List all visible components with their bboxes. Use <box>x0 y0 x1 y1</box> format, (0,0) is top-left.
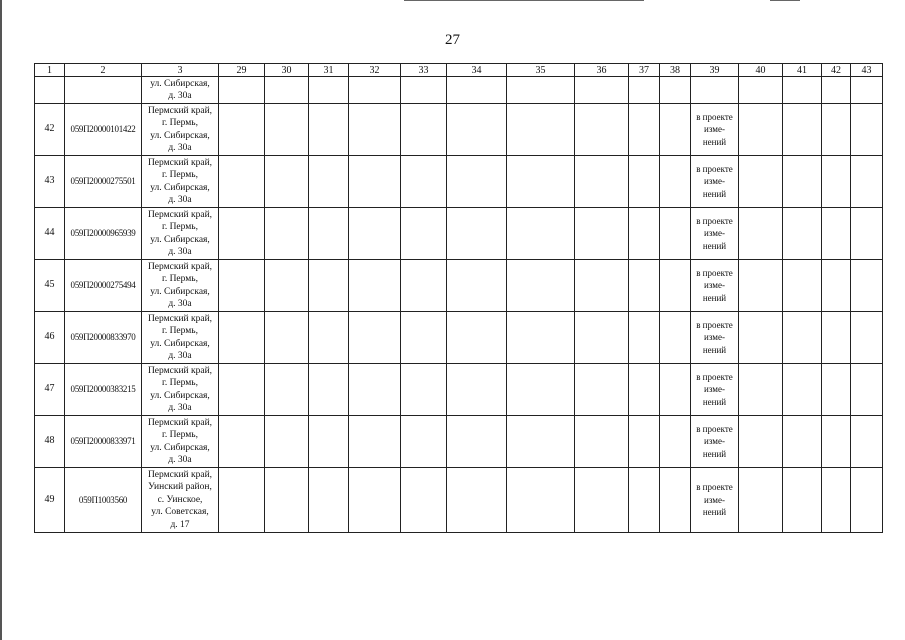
status-line: нений <box>702 507 727 518</box>
column-header: 34 <box>447 64 507 77</box>
continuation-row <box>35 77 883 104</box>
cell-empty <box>265 260 309 312</box>
status-line: нений <box>702 188 727 199</box>
status-line: нений <box>702 344 727 355</box>
address-line: д. 30а <box>168 455 192 465</box>
cell-empty <box>660 156 691 208</box>
cell-empty <box>822 468 851 533</box>
column-header: 2 <box>65 64 142 77</box>
cell-empty <box>447 104 507 156</box>
address-line: д. 30а <box>168 403 192 413</box>
table-row <box>35 312 883 364</box>
object-code-cell: 059П20000275501 <box>65 156 142 208</box>
cell-empty <box>309 77 349 104</box>
status-line: изме- <box>704 494 725 505</box>
status-line: в проекте <box>696 423 733 434</box>
cell-empty <box>783 416 822 468</box>
cell-empty <box>822 364 851 416</box>
address-line: Пермский край, <box>147 365 213 376</box>
cell-empty <box>851 260 883 312</box>
cell-empty <box>507 260 575 312</box>
cell-empty <box>739 156 783 208</box>
column-header: 40 <box>739 64 783 77</box>
cell-empty <box>783 208 822 260</box>
table-row <box>35 260 883 312</box>
address-line: Пермский край, <box>147 261 213 272</box>
cell-empty <box>401 312 447 364</box>
cell-empty <box>447 468 507 533</box>
row-number-cell: 43 <box>35 156 65 208</box>
object-code-cell: 059П20000383215 <box>65 364 142 416</box>
address-line: ул. Сибирская, <box>150 78 210 89</box>
cell-empty <box>575 416 629 468</box>
cell-empty <box>660 312 691 364</box>
cell-empty <box>660 416 691 468</box>
address-line: ул. Сибирская, <box>150 234 210 245</box>
row-number-cell: 42 <box>35 104 65 156</box>
cell-empty <box>822 208 851 260</box>
cell-empty <box>447 156 507 208</box>
row-number-cell: 46 <box>35 312 65 364</box>
address-line: ул. Сибирская, <box>150 182 210 193</box>
status-line: изме- <box>704 384 725 395</box>
cell-empty <box>575 104 629 156</box>
cell-empty <box>265 77 309 104</box>
object-code-cell: 059П20000833971 <box>65 416 142 468</box>
cell-empty <box>219 104 265 156</box>
address-cell <box>142 208 219 260</box>
cell-empty <box>822 104 851 156</box>
address-line: Пермский край, <box>147 469 213 480</box>
cell-empty <box>822 77 851 104</box>
column-header: 30 <box>265 64 309 77</box>
status-line: изме- <box>704 280 725 291</box>
row-number-cell: 45 <box>35 260 65 312</box>
cell-empty <box>629 77 660 104</box>
cell-empty <box>851 156 883 208</box>
cell-empty <box>629 364 660 416</box>
cell-empty <box>219 364 265 416</box>
address-cell <box>142 260 219 312</box>
address-cell <box>142 156 219 208</box>
cell-empty <box>629 416 660 468</box>
address-line: д. 30а <box>168 143 192 153</box>
cell-empty <box>739 468 783 533</box>
cell-empty <box>349 156 401 208</box>
status-line: в проекте <box>696 163 733 174</box>
top-edge-mark <box>404 0 644 1</box>
cell-empty <box>739 77 783 104</box>
cell-empty <box>575 208 629 260</box>
address-line: д. 30а <box>168 247 192 257</box>
cell-empty <box>629 104 660 156</box>
cell-empty <box>219 468 265 533</box>
address-line: ул. Сибирская, <box>150 390 210 401</box>
cell-empty <box>851 416 883 468</box>
address-cell <box>142 416 219 468</box>
address-line: г. Пермь, <box>162 170 198 180</box>
top-edge-mark-small <box>770 0 800 1</box>
status-cell <box>691 468 739 533</box>
address-line: г. Пермь, <box>162 430 198 440</box>
cell-empty <box>265 156 309 208</box>
object-code-cell: 059П20000833970 <box>65 312 142 364</box>
cell-empty <box>401 416 447 468</box>
status-cell <box>691 104 739 156</box>
address-line: ул. Сибирская, <box>150 286 210 297</box>
cell-empty <box>219 208 265 260</box>
cell-empty <box>401 364 447 416</box>
cell-empty <box>219 77 265 104</box>
cell-empty <box>783 77 822 104</box>
column-header: 42 <box>822 64 851 77</box>
address-line: д. 30а <box>168 351 192 361</box>
cell-empty <box>265 208 309 260</box>
cell-empty <box>575 364 629 416</box>
column-header: 35 <box>507 64 575 77</box>
cell-empty <box>851 208 883 260</box>
cell-empty <box>447 260 507 312</box>
page-left-edge <box>0 0 2 640</box>
cell-empty <box>349 104 401 156</box>
address-line: Пермский край, <box>147 313 213 324</box>
object-code-cell: 059П20000275494 <box>65 260 142 312</box>
address-line: д. 17 <box>170 519 190 530</box>
column-header: 38 <box>660 64 691 77</box>
cell-empty <box>401 260 447 312</box>
cell-empty <box>349 364 401 416</box>
status-line: в проекте <box>696 482 733 493</box>
cell-empty <box>660 260 691 312</box>
status-line: нений <box>702 240 727 251</box>
cell-empty <box>691 77 739 104</box>
address-line: г. Пермь, <box>162 118 198 128</box>
status-cell <box>691 312 739 364</box>
table-row <box>35 416 883 468</box>
address-line: г. Пермь, <box>162 378 198 388</box>
cell-empty <box>309 312 349 364</box>
cell-empty <box>309 364 349 416</box>
column-header: 33 <box>401 64 447 77</box>
address-line: Пермский край, <box>147 417 213 428</box>
cell-empty <box>629 156 660 208</box>
cell-empty <box>507 208 575 260</box>
status-line: изме- <box>704 124 725 135</box>
cell-empty <box>851 312 883 364</box>
table-body <box>35 77 883 533</box>
cell-empty <box>349 77 401 104</box>
cell-empty <box>309 468 349 533</box>
table-row <box>35 364 883 416</box>
address-line: г. Пермь, <box>162 326 198 336</box>
status-line: в проекте <box>696 215 733 226</box>
cell-empty <box>783 468 822 533</box>
cell-empty <box>401 208 447 260</box>
address-line: Пермский край, <box>147 105 213 116</box>
address-line: д. 30а <box>168 91 192 101</box>
table-row <box>35 104 883 156</box>
cell-empty <box>660 364 691 416</box>
cell-empty <box>739 208 783 260</box>
cell-empty <box>265 468 309 533</box>
cell-empty <box>447 77 507 104</box>
cell-empty <box>349 468 401 533</box>
table-row <box>35 156 883 208</box>
address-line: г. Пермь, <box>162 274 198 284</box>
cell-empty <box>629 208 660 260</box>
cell-empty <box>447 416 507 468</box>
cell-empty <box>822 156 851 208</box>
address-line: д. 30а <box>168 299 192 309</box>
cell-empty <box>401 104 447 156</box>
status-line: нений <box>702 292 727 303</box>
cell-empty <box>851 77 883 104</box>
status-cell <box>691 364 739 416</box>
cell-empty <box>265 416 309 468</box>
address-line: Уинский район, <box>148 482 212 493</box>
cell-empty <box>65 77 142 104</box>
address-cell <box>142 364 219 416</box>
cell-empty <box>447 364 507 416</box>
cell-empty <box>349 312 401 364</box>
address-line: Пермский край, <box>147 209 213 220</box>
status-line: в проекте <box>696 371 733 382</box>
status-line: изме- <box>704 332 725 343</box>
column-header: 32 <box>349 64 401 77</box>
column-header: 43 <box>851 64 883 77</box>
column-header: 3 <box>142 64 219 77</box>
status-line: изме- <box>704 436 725 447</box>
cell-empty <box>507 416 575 468</box>
address-line: ул. Советская, <box>151 507 209 518</box>
cell-empty <box>401 156 447 208</box>
row-number-cell: 47 <box>35 364 65 416</box>
cell-empty <box>447 208 507 260</box>
cell-empty <box>783 312 822 364</box>
status-line: изме- <box>704 228 725 239</box>
cell-empty <box>309 156 349 208</box>
cell-empty <box>822 260 851 312</box>
cell-empty <box>265 364 309 416</box>
cell-empty <box>507 364 575 416</box>
table-row <box>35 208 883 260</box>
cell-empty <box>629 312 660 364</box>
cell-empty <box>265 312 309 364</box>
cell-empty <box>507 104 575 156</box>
address-line: ул. Сибирская, <box>150 442 210 453</box>
cell-empty <box>507 77 575 104</box>
cell-empty <box>739 104 783 156</box>
cell-empty <box>219 156 265 208</box>
column-header: 1 <box>35 64 65 77</box>
cell-empty <box>851 104 883 156</box>
column-header: 41 <box>783 64 822 77</box>
cell-empty <box>309 104 349 156</box>
cell-empty <box>309 416 349 468</box>
column-header: 37 <box>629 64 660 77</box>
address-line: ул. Сибирская, <box>150 130 210 141</box>
cell-empty <box>783 104 822 156</box>
cell-empty <box>660 77 691 104</box>
cell-empty <box>739 416 783 468</box>
cell-empty <box>309 208 349 260</box>
object-code-cell: 059П20000101422 <box>65 104 142 156</box>
cell-empty <box>349 416 401 468</box>
column-header: 31 <box>309 64 349 77</box>
cell-empty <box>660 208 691 260</box>
cell-empty <box>783 364 822 416</box>
address-line: г. Пермь, <box>162 222 198 232</box>
object-code-cell: 059П20000965939 <box>65 208 142 260</box>
status-line: в проекте <box>696 267 733 278</box>
cell-empty <box>219 312 265 364</box>
cell-empty <box>401 468 447 533</box>
column-header: 39 <box>691 64 739 77</box>
status-line: изме- <box>704 176 725 187</box>
cell-empty <box>851 468 883 533</box>
cell-empty <box>575 312 629 364</box>
row-number-cell: 48 <box>35 416 65 468</box>
status-cell <box>691 416 739 468</box>
row-number-cell: 49 <box>35 468 65 533</box>
address-cell <box>142 104 219 156</box>
cell-empty <box>35 77 65 104</box>
page-number: 27 <box>445 32 460 48</box>
status-cell <box>691 208 739 260</box>
cell-empty <box>739 260 783 312</box>
cell-empty <box>783 260 822 312</box>
cell-empty <box>447 312 507 364</box>
address-cell <box>142 468 219 533</box>
object-code-cell: 059П1003560 <box>65 468 142 533</box>
cell-empty <box>349 260 401 312</box>
cell-empty <box>739 364 783 416</box>
cell-empty <box>783 156 822 208</box>
column-header: 29 <box>219 64 265 77</box>
table-row <box>35 468 883 533</box>
status-line: нений <box>702 448 727 459</box>
cell-empty <box>349 208 401 260</box>
address-line: д. 30а <box>168 195 192 205</box>
cell-empty <box>739 312 783 364</box>
status-line: нений <box>702 396 727 407</box>
cell-empty <box>219 260 265 312</box>
status-cell <box>691 156 739 208</box>
cell-empty <box>575 156 629 208</box>
cell-empty <box>629 468 660 533</box>
header-row <box>35 64 883 77</box>
cell-empty <box>309 260 349 312</box>
status-line: нений <box>702 136 727 147</box>
cell-empty <box>507 312 575 364</box>
address-cell <box>142 77 219 104</box>
cell-empty <box>822 312 851 364</box>
cell-empty <box>507 156 575 208</box>
column-header: 36 <box>575 64 629 77</box>
cell-empty <box>575 260 629 312</box>
address-cell <box>142 312 219 364</box>
row-number-cell: 44 <box>35 208 65 260</box>
cell-empty <box>265 104 309 156</box>
address-line: Пермский край, <box>147 157 213 168</box>
status-cell <box>691 260 739 312</box>
address-line: ул. Сибирская, <box>150 338 210 349</box>
cell-empty <box>660 104 691 156</box>
data-table <box>34 63 883 533</box>
cell-empty <box>575 77 629 104</box>
cell-empty <box>507 468 575 533</box>
cell-empty <box>660 468 691 533</box>
cell-empty <box>575 468 629 533</box>
cell-empty <box>219 416 265 468</box>
cell-empty <box>629 260 660 312</box>
cell-empty <box>822 416 851 468</box>
status-line: в проекте <box>696 319 733 330</box>
address-line: с. Уинское, <box>157 494 203 505</box>
status-line: в проекте <box>696 111 733 122</box>
cell-empty <box>851 364 883 416</box>
cell-empty <box>401 77 447 104</box>
